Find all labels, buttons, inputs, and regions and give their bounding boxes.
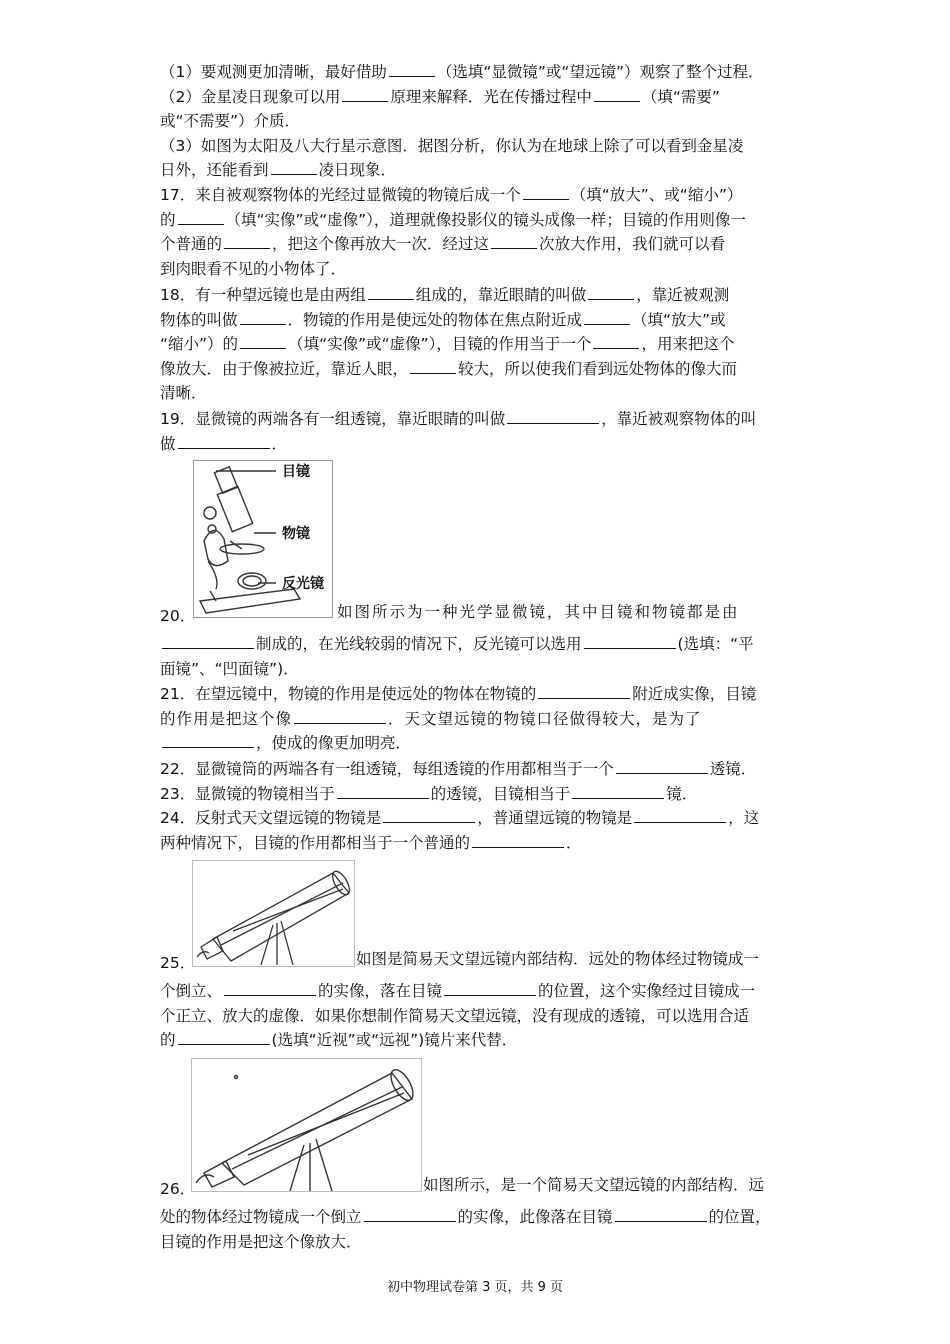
answer-blank[interactable] bbox=[178, 1028, 270, 1045]
text: 镜． bbox=[666, 784, 698, 803]
text: 透镜． bbox=[709, 760, 757, 778]
question-26-first-line bbox=[423, 1173, 792, 1198]
question-16-continued bbox=[160, 60, 792, 183]
question-21 bbox=[160, 682, 792, 756]
text: 清晰． bbox=[160, 384, 207, 402]
question-22-24 bbox=[160, 757, 792, 855]
answer-blank[interactable] bbox=[178, 432, 270, 449]
text: 19．显微镜的两端各有一组透镜，靠近眼睛的叫做 bbox=[160, 410, 506, 428]
text: 像放大．由于像被拉近，靠近人眼， bbox=[160, 359, 409, 378]
answer-blank[interactable] bbox=[240, 308, 286, 325]
text: 面镜”、“凹面镜”)． bbox=[160, 659, 299, 678]
text: 的透镜，目镜相当于 bbox=[430, 784, 571, 803]
text: （填“实像”或“虚像”），道理就像投影仪的镜头成像一样；目镜的作用则像一 bbox=[225, 210, 746, 229]
text: 的位置，这个实像经过目镜成一 bbox=[538, 982, 756, 1000]
text: （填“放大”、或“缩小”） bbox=[570, 186, 743, 204]
text: ，普通望远镜的物镜是 bbox=[477, 809, 633, 827]
label-objective: 物镜 bbox=[282, 526, 310, 542]
text: 日外，还能看到 bbox=[160, 161, 269, 179]
text: ，这 bbox=[728, 809, 760, 827]
question-17 bbox=[160, 183, 792, 281]
answer-blank[interactable] bbox=[383, 806, 475, 823]
answer-blank[interactable] bbox=[507, 407, 599, 424]
answer-blank[interactable] bbox=[337, 782, 429, 799]
text: （填“放大”或 bbox=[632, 310, 726, 329]
text: 如图所示为一种光学显微镜，其中目镜和物镜都是由 bbox=[337, 603, 740, 621]
answer-blank[interactable] bbox=[615, 1205, 707, 1222]
answer-blank[interactable] bbox=[364, 1205, 456, 1222]
answer-blank[interactable] bbox=[588, 283, 634, 300]
answer-blank[interactable] bbox=[491, 232, 537, 249]
text: 物体的叫做 bbox=[160, 310, 238, 329]
question-20-number: 20． bbox=[160, 607, 196, 625]
text: 的实像，落在目镜 bbox=[318, 982, 443, 1000]
text: （填“实像”或“虚像”），目镜的作用当于一个 bbox=[288, 335, 592, 353]
text: （2）金星凌日现象可以用 bbox=[160, 87, 341, 106]
text: ．天文望远镜的物镜口径做得较大，是为了 bbox=[388, 709, 702, 728]
text: 的 bbox=[160, 1031, 176, 1049]
text: 凌日现象． bbox=[318, 161, 397, 179]
answer-blank[interactable] bbox=[584, 632, 676, 649]
answer-blank[interactable] bbox=[616, 757, 708, 774]
text: （选填“显微镜”或“望远镜”）观察了整个过程． bbox=[436, 63, 764, 81]
question-25-number: 25． bbox=[160, 954, 196, 972]
text: 附近成实像，目镜 bbox=[632, 685, 757, 703]
text: 次放大作用，我们就可以看 bbox=[539, 235, 726, 253]
text: 22．显微镜筒的两端各有一组透镜，每组透镜的作用都相当于一个 bbox=[160, 760, 614, 778]
label-mirror: 反光镜 bbox=[282, 576, 324, 592]
telescope-icon bbox=[193, 861, 354, 966]
answer-blank[interactable] bbox=[472, 831, 564, 848]
text: 目镜的作用是把这个像放大． bbox=[160, 1232, 362, 1251]
answer-blank[interactable] bbox=[162, 731, 254, 748]
question-26 bbox=[160, 1205, 792, 1254]
answer-blank[interactable] bbox=[224, 979, 316, 996]
text: ． bbox=[271, 434, 288, 453]
text: 两种情况下，目镜的作用都相当于一个普通的 bbox=[160, 833, 471, 852]
text: ，把这个像再放大一次．经过这 bbox=[272, 235, 490, 253]
question-20 bbox=[160, 632, 792, 681]
text: （3）如图为太阳及八大行星示意图．据图分析，你认为在地球上除了可以看到金星凌 bbox=[160, 136, 744, 155]
answer-blank[interactable] bbox=[178, 208, 224, 225]
answer-blank[interactable] bbox=[538, 682, 630, 699]
question-19 bbox=[160, 407, 792, 456]
text: 较大，所以使我们看到远处物体的像大而 bbox=[458, 359, 738, 378]
text: 做 bbox=[160, 434, 176, 453]
text: (选填：“平 bbox=[677, 635, 754, 653]
answer-blank[interactable] bbox=[572, 782, 664, 799]
page-footer: 初中物理试卷第 3 页，共 9 页 bbox=[386, 1280, 564, 1295]
question-25-first-line bbox=[356, 947, 792, 972]
question-26-number: 26． bbox=[160, 1180, 196, 1198]
answer-blank[interactable] bbox=[584, 308, 630, 325]
text: 处的物体经过物镜成一个倒立 bbox=[160, 1208, 362, 1226]
text: 或“不需要”）介质． bbox=[160, 112, 301, 130]
answer-blank[interactable] bbox=[389, 60, 435, 77]
answer-blank[interactable] bbox=[271, 158, 317, 175]
text: 到肉眼看不见的小物体了． bbox=[160, 259, 347, 278]
answer-blank[interactable] bbox=[342, 85, 388, 102]
answer-blank[interactable] bbox=[523, 183, 569, 200]
text: 的 bbox=[160, 210, 176, 229]
text: （1）要观测更加清晰，最好借助 bbox=[160, 63, 387, 81]
answer-blank[interactable] bbox=[224, 232, 270, 249]
telescope-figure-25 bbox=[192, 860, 355, 967]
telescope-icon bbox=[192, 1059, 421, 1191]
text: 个倒立、 bbox=[160, 982, 223, 1000]
text: ． bbox=[566, 833, 582, 852]
text: ，靠近被观测 bbox=[636, 286, 730, 304]
text: 21．在望远镜中，物镜的作用是使远处的物体在物镜的 bbox=[160, 685, 537, 703]
telescope-figure-26 bbox=[191, 1058, 422, 1192]
answer-blank[interactable] bbox=[593, 332, 639, 349]
text: (选填“近视”或“远视”)镜片来代替． bbox=[271, 1031, 518, 1049]
question-20-first-line bbox=[337, 600, 792, 625]
text: 17．来自被观察物体的光经过显微镜的物镜后成一个 bbox=[160, 186, 521, 204]
text: （填“需要” bbox=[641, 87, 720, 106]
text: 个普通的 bbox=[160, 235, 223, 253]
question-18 bbox=[160, 283, 792, 406]
text: ，用来把这个 bbox=[641, 335, 735, 353]
text: “缩小”）的 bbox=[160, 335, 239, 353]
text: 18．有一种望远镜也是由两组 bbox=[160, 286, 366, 304]
answer-blank[interactable] bbox=[410, 357, 456, 374]
text: ，使成的像更加明亮． bbox=[256, 734, 412, 752]
text: 原理来解释．光在传播过程中 bbox=[390, 87, 592, 106]
text: 如图是简易天文望远镜内部结构．远处的物体经过物镜成一 bbox=[356, 950, 760, 968]
answer-blank[interactable] bbox=[594, 85, 640, 102]
answer-blank[interactable] bbox=[634, 806, 726, 823]
text: 的作用是把这个像 bbox=[160, 709, 293, 728]
text: 个正立、放大的虚像．如果你想制作简易天文望远镜，没有现成的透镜，可以选用合适 bbox=[160, 1006, 750, 1025]
text: 的实像，此像落在目镜 bbox=[457, 1208, 613, 1226]
text: 如图所示，是一个简易天文望远镜的内部结构．远 bbox=[423, 1176, 765, 1194]
answer-blank[interactable] bbox=[444, 979, 536, 996]
text: 23．显微镜的物镜相当于 bbox=[160, 784, 335, 803]
answer-blank[interactable] bbox=[294, 707, 386, 724]
text: 的位置， bbox=[708, 1208, 771, 1226]
text: 制成的，在光线较弱的情况下，反光镜可以选用 bbox=[256, 635, 582, 653]
answer-blank[interactable] bbox=[162, 632, 254, 649]
text: ，靠近被观察物体的叫 bbox=[601, 410, 757, 428]
answer-blank[interactable] bbox=[368, 283, 414, 300]
question-25 bbox=[160, 979, 792, 1053]
label-eyepiece: 目镜 bbox=[282, 464, 310, 480]
text: 24．反射式天文望远镜的物镜是 bbox=[160, 809, 382, 827]
answer-blank[interactable] bbox=[240, 332, 286, 349]
text: ．物镜的作用是使远处的物体在焦点附近成 bbox=[287, 310, 583, 329]
microscope-figure bbox=[193, 460, 333, 618]
microscope-icon bbox=[194, 461, 332, 617]
text: 组成的，靠近眼睛的叫做 bbox=[415, 286, 587, 304]
